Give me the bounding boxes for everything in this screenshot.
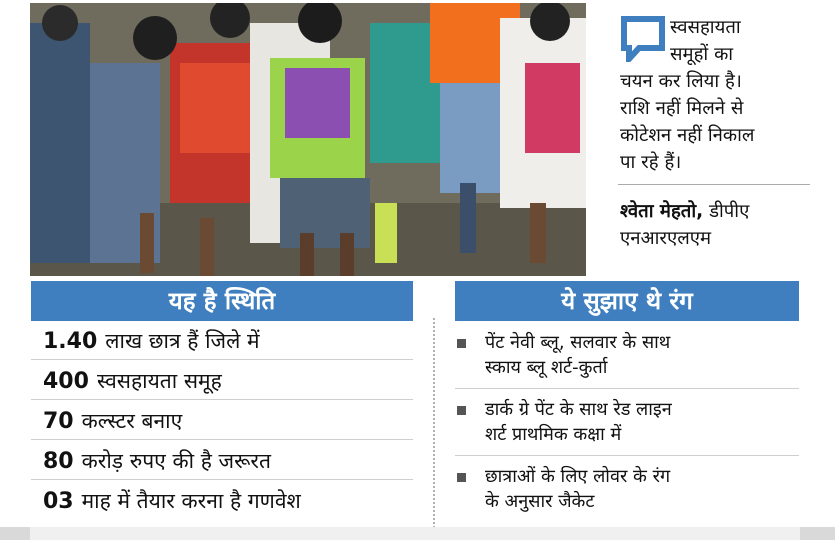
suggestions-list <box>455 322 799 524</box>
list-item <box>455 322 799 389</box>
stat-number: 400 <box>43 369 89 394</box>
quote-line: चयन कर लिया है। <box>620 71 742 92</box>
stat-text: कल्स्टर बनाए <box>81 409 183 433</box>
list-item <box>31 402 413 440</box>
quote-line: राशि नहीं मिलने से <box>620 98 744 119</box>
suggestion-text: पेंट नेवी ब्लू, सलवार के साथ स्काय ब्लू शर्ट-कुर्ता <box>485 332 671 378</box>
list-item <box>455 389 799 456</box>
suggestions-heading: ये सुझाए थे रंग <box>455 281 799 321</box>
quote-line: पा रहे हैं। <box>620 152 682 173</box>
stat-number: 1.40 <box>43 329 98 354</box>
quote-divider <box>618 184 810 185</box>
list-item <box>31 442 413 480</box>
stat-number: 80 <box>43 449 74 474</box>
square-bullet-icon <box>457 406 466 415</box>
list-item <box>31 362 413 400</box>
news-photo <box>30 3 586 276</box>
quote-box <box>614 12 814 262</box>
bottom-border <box>0 527 835 540</box>
quote-author <box>620 198 816 252</box>
square-bullet-icon <box>457 339 466 348</box>
stat-text: करोड़ रुपए की है जरूरत <box>81 449 271 473</box>
author-name: श्वेता मेहतो, <box>620 201 704 222</box>
quote-line: समूहों का <box>670 44 734 65</box>
quote-line: स्वसहायता <box>670 17 741 38</box>
status-list <box>31 322 413 525</box>
author-role: डीपीए <box>709 201 750 222</box>
stat-number: 70 <box>43 409 74 434</box>
column-divider <box>433 318 435 528</box>
quote-text <box>620 14 816 176</box>
suggestion-text: डार्क ग्रे पेंट के साथ रेड लाइन शर्ट प्राथमिक कक्षा में <box>485 399 672 445</box>
square-bullet-icon <box>457 473 466 482</box>
status-heading: यह है स्थिति <box>31 281 413 321</box>
stat-number: 03 <box>43 489 74 514</box>
stat-text: लाख छात्र हैं जिले में <box>105 329 260 353</box>
list-item <box>31 482 413 520</box>
stat-text: माह में तैयार करना है गणवेश <box>81 489 301 513</box>
children-backpacks-illustration <box>30 3 586 276</box>
list-item <box>31 322 413 360</box>
list-item <box>455 456 799 522</box>
suggestion-text: छात्राओं के लिए लोवर के रंग के अनुसार जैकेट <box>485 466 671 512</box>
quote-line: कोटेशन नहीं निकाल <box>620 125 755 146</box>
stat-text: स्वसहायता समूह <box>96 369 222 393</box>
author-org: एनआरएलएम <box>620 228 712 249</box>
